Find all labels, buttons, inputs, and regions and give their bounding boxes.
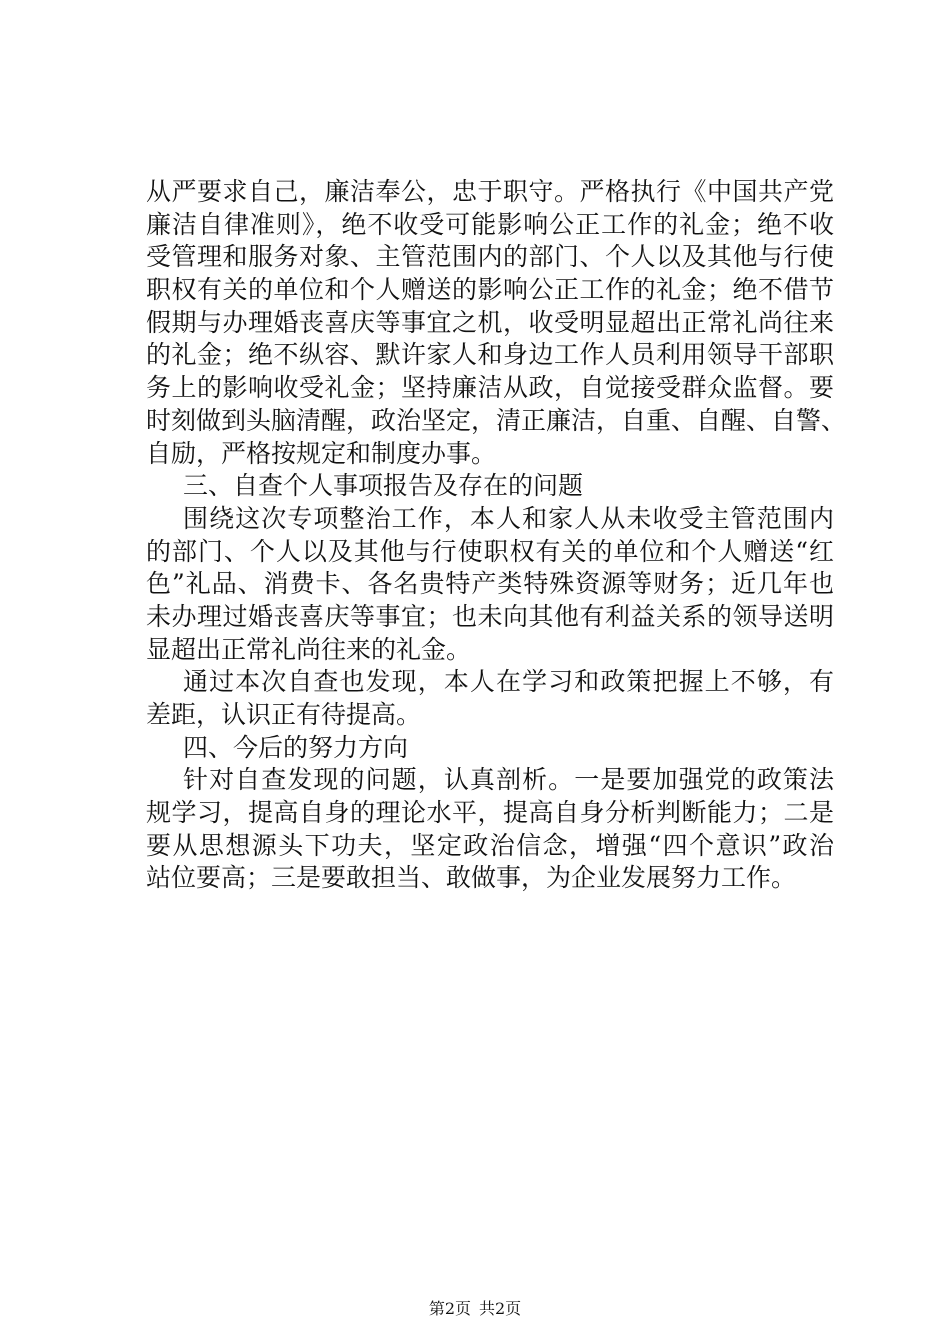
text-line: 围绕这次专项整治工作，本人和家人从未收受主管范围内 (183, 503, 834, 533)
page-number: 第2页 (428, 1299, 471, 1318)
text-line: 的礼金；绝不纵容、默许家人和身边工作人员利用领导干部职 (146, 340, 834, 370)
text-line: 时刻做到头脑清醒，政治坚定，清正廉洁，自重、自醒、自警、 (146, 405, 847, 435)
text-line: 针对自查发现的问题，认真剖析。一是要加强党的政策法 (183, 765, 834, 795)
text-line: 职权有关的单位和个人赠送的影响公正工作的礼金；绝不借节 (146, 275, 834, 305)
text-line: 未办理过婚丧喜庆等事宜；也未向其他有利益关系的领导送明 (146, 601, 834, 631)
text-line: 自励，严格按规定和制度办事。 (146, 438, 497, 468)
text-line: 站位要高；三是要敢担当、敢做事，为企业发展努力工作。 (146, 863, 797, 893)
text-line: 务上的影响收受礼金；坚持廉洁从政，自觉接受群众监督。要 (146, 373, 834, 403)
text-line: 差距，认识正有待提高。 (146, 700, 422, 729)
text-line: 通过本次自查也发现，本人在学习和政策把握上不够，有 (183, 667, 834, 697)
text-line: 假期与办理婚丧喜庆等事宜之机，收受明显超出正常礼尚往来 (146, 307, 834, 337)
text-line: 色”礼品、消费卡、各名贵特产类特殊资源等财务；近几年也 (146, 569, 834, 599)
text-line: 四、今后的努力方向 (183, 732, 409, 762)
document-body (146, 176, 847, 895)
text-line: 规学习，提高自身的理论水平，提高自身分析判断能力；二是 (146, 798, 834, 828)
text-line: 的部门、个人以及其他与行使职权有关的单位和个人赠送“红 (146, 536, 834, 566)
text-line: 显超出正常礼尚往来的礼金。 (146, 634, 472, 664)
text-line: 从严要求自己，廉洁奉公，忠于职守。严格执行《中国共产党 (146, 177, 834, 206)
page-footer (0, 1299, 950, 1319)
text-line: 廉洁自律准则》，绝不收受可能影响公正工作的礼金；绝不收 (146, 209, 834, 239)
page-total: 共2页 (479, 1299, 522, 1318)
text-line: 受管理和服务对象、主管范围内的部门、个人以及其他与行使 (146, 242, 834, 272)
text-line: 要从思想源头下功夫，坚定政治信念，增强“四个意识”政治 (146, 830, 834, 860)
text-line: 三、自查个人事项报告及存在的问题 (183, 471, 584, 501)
